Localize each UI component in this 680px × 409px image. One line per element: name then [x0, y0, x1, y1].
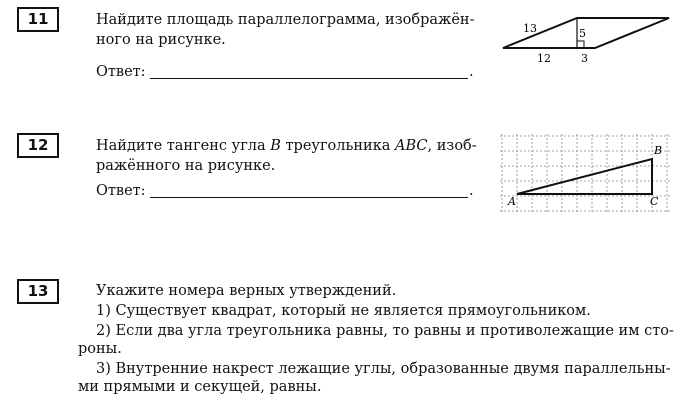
task-11-answer-dot: .	[469, 64, 474, 80]
task-12-number: 12	[17, 133, 59, 158]
task-13-statement-3: 3) Внутренние накрест лежащие углы, образованные двумя параллельны-	[96, 361, 671, 377]
task-13-statement-2-cont: роны.	[78, 341, 122, 357]
grid-lines	[500, 134, 670, 213]
task-11-answer-label: Ответ:	[96, 64, 146, 80]
task-13-statement-2: 2) Если два угла треугольника равны, то равны и противолежащие им сто-	[96, 323, 674, 339]
task-12-answer-dot: .	[469, 183, 474, 199]
vertex-c-label: C	[650, 195, 659, 208]
right-angle-mark	[577, 41, 584, 48]
vertex-a-label: A	[508, 195, 516, 208]
task-12-answer-line[interactable]	[150, 197, 468, 198]
task-13-number: 13	[17, 279, 59, 304]
task-11-line-2: ного на рисунке.	[96, 32, 226, 48]
task-13-statement-1: 1) Существует квадрат, который не является прямоугольником.	[96, 303, 591, 319]
extra-label: 3	[581, 52, 588, 65]
task-11-answer-line[interactable]	[150, 78, 468, 79]
task-13-statement-3-cont: ми прямыми и секущей, равны.	[78, 379, 322, 395]
triangle-abc	[517, 159, 652, 194]
base-label: 12	[537, 52, 551, 65]
side-label: 13	[523, 22, 537, 35]
task-12-answer-label: Ответ:	[96, 183, 146, 199]
height-label: 5	[579, 27, 586, 40]
task-11-number: 11	[17, 7, 59, 32]
task-12-line-2: ражённого на рисунке.	[96, 158, 276, 174]
vertex-b-label: B	[654, 144, 663, 157]
parallelogram-figure	[495, 10, 675, 70]
task-13-line-1: Укажите номера верных утверждений.	[96, 283, 397, 299]
task-12-line-1: Найдите тангенс угла B треугольника ABC, изоб-	[96, 138, 477, 154]
triangle-grid-figure	[500, 134, 672, 214]
task-11-line-1: Найдите площадь параллелограмма, изображён-	[96, 12, 475, 28]
